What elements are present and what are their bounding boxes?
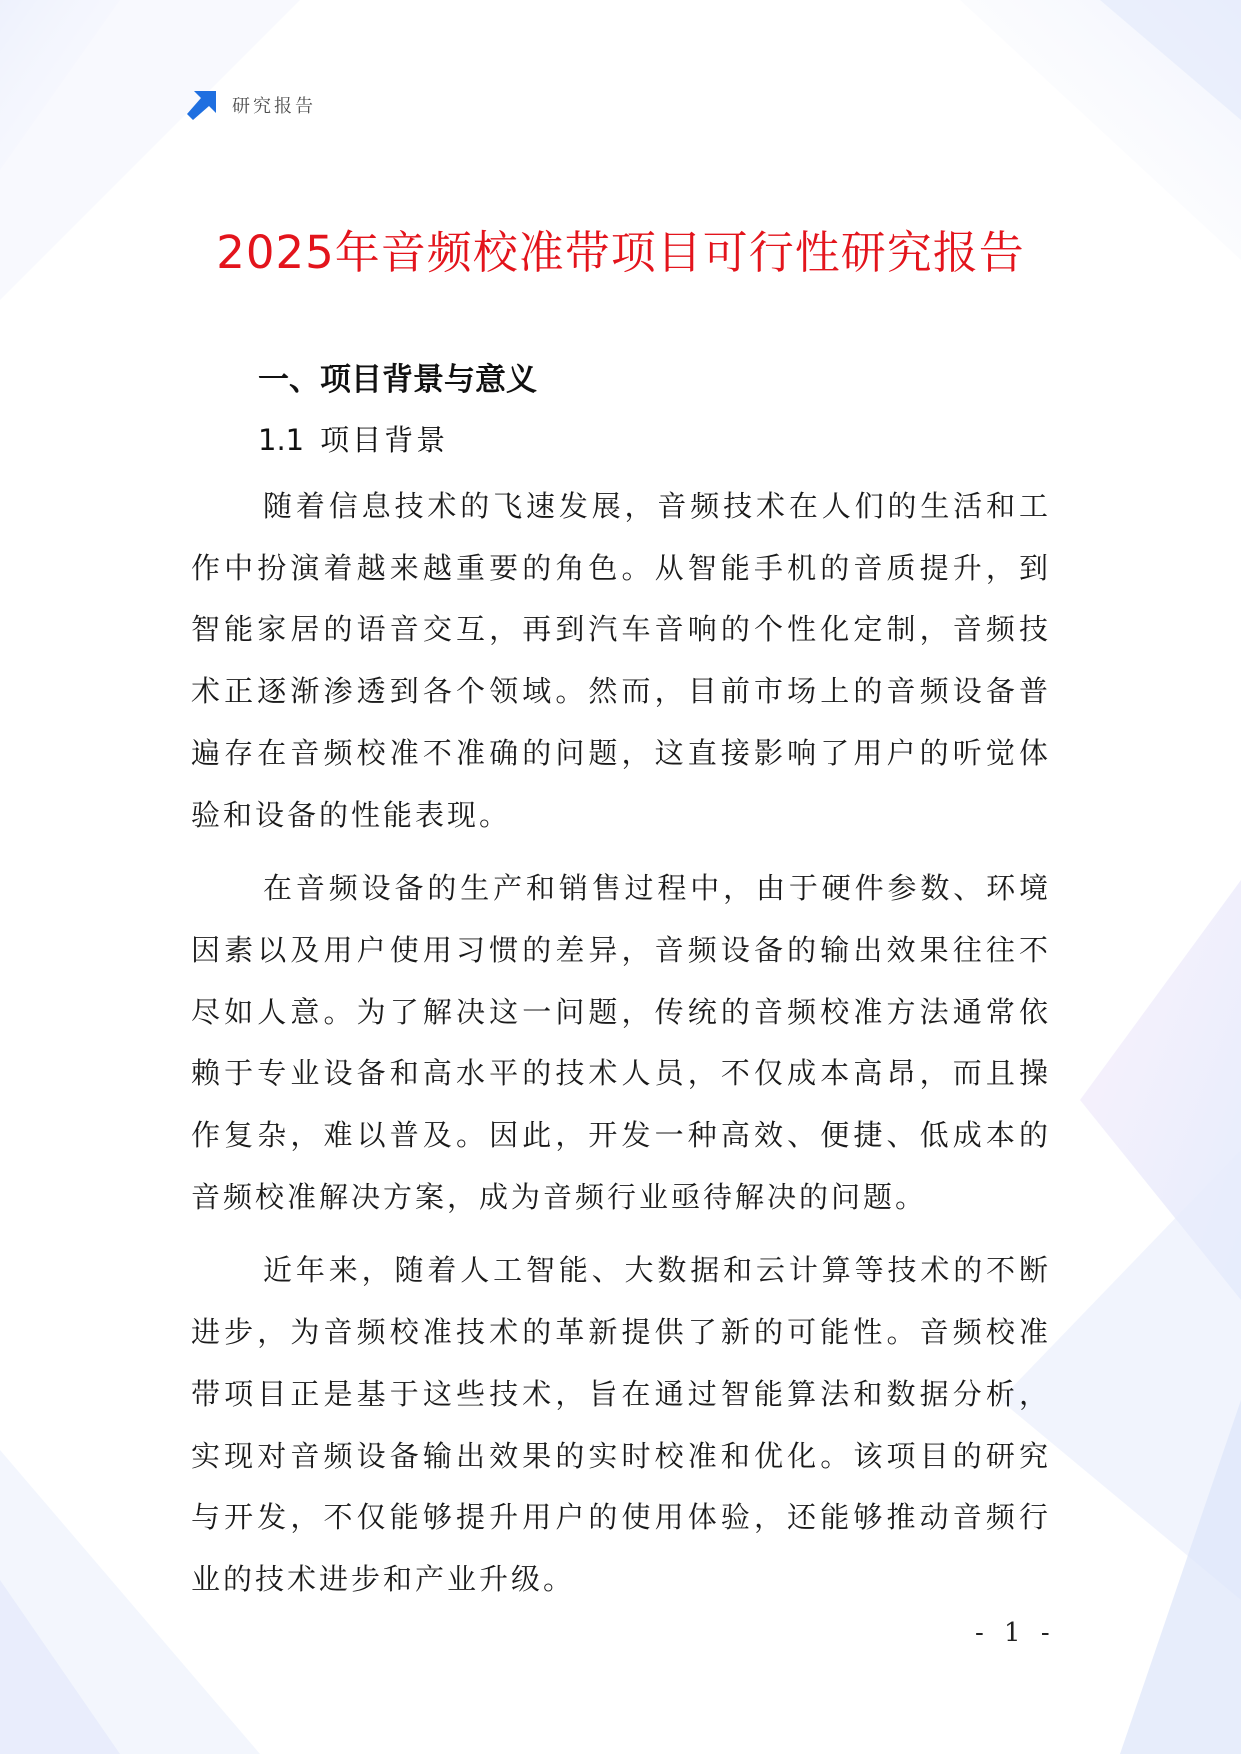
header-label: 研究报告 [232, 96, 316, 117]
document-title: 2025年音频校准带项目可行性研究报告 [216, 226, 1025, 279]
report-header [186, 88, 316, 122]
paragraph: 在音频设备的生产和销售过程中，由于硬件参数、环境因素以及用户使用习惯的差异，音频设备的输出效果往往不尽如人意。为了解决这一问题，传统的音频校准方法通常依赖于专业设备和高水平的技术人员，不仅成本高昂，而且操作复杂，难以普及。因此，开发一种高效、便捷、低成本的音频校准解决方案，成为音频行业亟待解决的问题。 [191, 871, 1051, 1214]
body-text [191, 476, 1051, 1623]
paragraph: 近年来，随着人工智能、大数据和云计算等技术的不断进步，为音频校准技术的革新提供了新的可能性。音频校准带项目正是基于这些技术，旨在通过智能算法和数据分析，实现对音频设备输出效果的实时校准和优化。该项目的研究与开发，不仅能够提升用户的使用体验，还能够推动音频行业的技术进步和产业升级。 [191, 1253, 1051, 1596]
subsection-number: 1.1 [258, 423, 305, 457]
arrow-up-right-icon [186, 89, 218, 121]
subsection-heading [258, 418, 448, 459]
section-heading: 一、项目背景与意义 [258, 362, 537, 398]
page-number: - 1 - [975, 1618, 1056, 1648]
subsection-title: 项目背景 [320, 423, 449, 457]
paragraph: 随着信息技术的飞速发展，音频技术在人们的生活和工作中扮演着越来越重要的角色。从智能手机的音质提升，到智能家居的语音交互，再到汽车音响的个性化定制，音频技术正逐渐渗透到各个领域。然而，目前市场上的音频设备普遍存在音频校准不准确的问题，这直接影响了用户的听觉体验和设备的性能表现。 [191, 489, 1051, 832]
